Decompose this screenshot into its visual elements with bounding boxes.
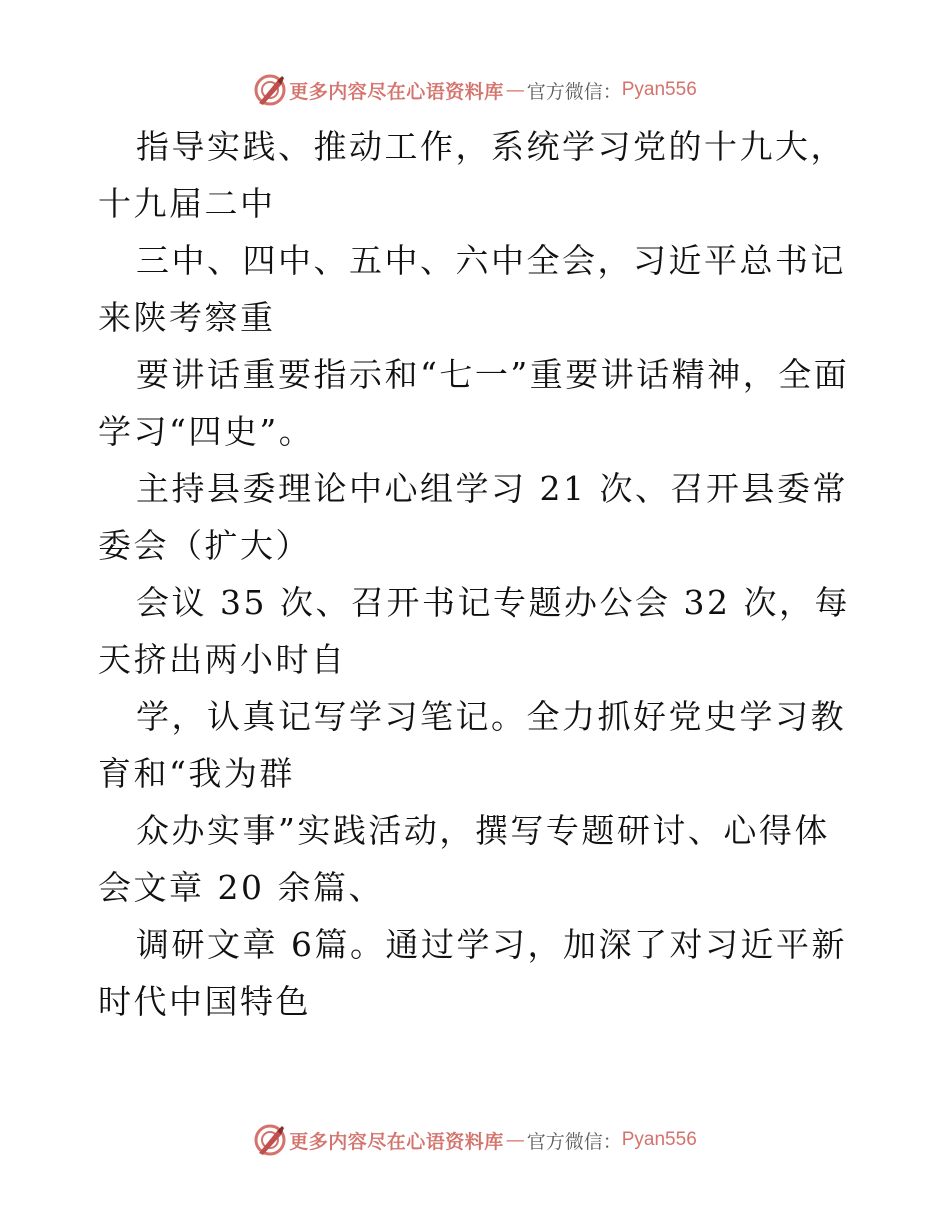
header-dash: — [505,79,525,101]
footer-dash: — [505,1129,525,1151]
header-site-text: 更多内容尽在心语资料库 [289,80,504,103]
paragraph-5: 会议 35 次、召开书记专题办公会 32 次，每天挤出两小时自 [98,583,850,679]
pen-logo-icon [253,1123,287,1157]
footer-site-text: 更多内容尽在心语资料库 [289,1130,504,1153]
paragraph-7: 众办实事”实践活动，撰写专题研讨、心得体会文章 20 余篇、 [98,811,830,907]
paragraph-4: 主持县委理论中心组学习 21 次、召开县委常委会（扩大） [98,469,848,565]
document-body [98,118,858,1030]
paragraph-3: 要讲话重要指示和“七一”重要讲话精神，全面学习“四史”。 [98,355,850,451]
footer-banner [0,1120,950,1160]
paragraph-1: 指导实践、推动工作，系统学习党的十九大，十九届二中 [98,127,846,223]
paragraph-8: 调研文章 6篇。通过学习，加深了对习近平新时代中国特色 [98,925,847,1021]
pen-logo-icon [253,73,287,107]
header-wechat-id: Pyan556 [621,79,697,100]
footer-wechat-id: Pyan556 [621,1129,697,1150]
paragraph-2: 三中、四中、五中、六中全会，习近平总书记来陕考察重 [98,241,846,337]
header-wechat-label: 官方微信： [526,80,622,103]
footer-wechat-label: 官方微信： [526,1130,622,1153]
paragraph-6: 学，认真记写学习笔记。全力抓好党史学习教育和“我为群 [98,697,846,793]
header-banner [0,70,950,110]
